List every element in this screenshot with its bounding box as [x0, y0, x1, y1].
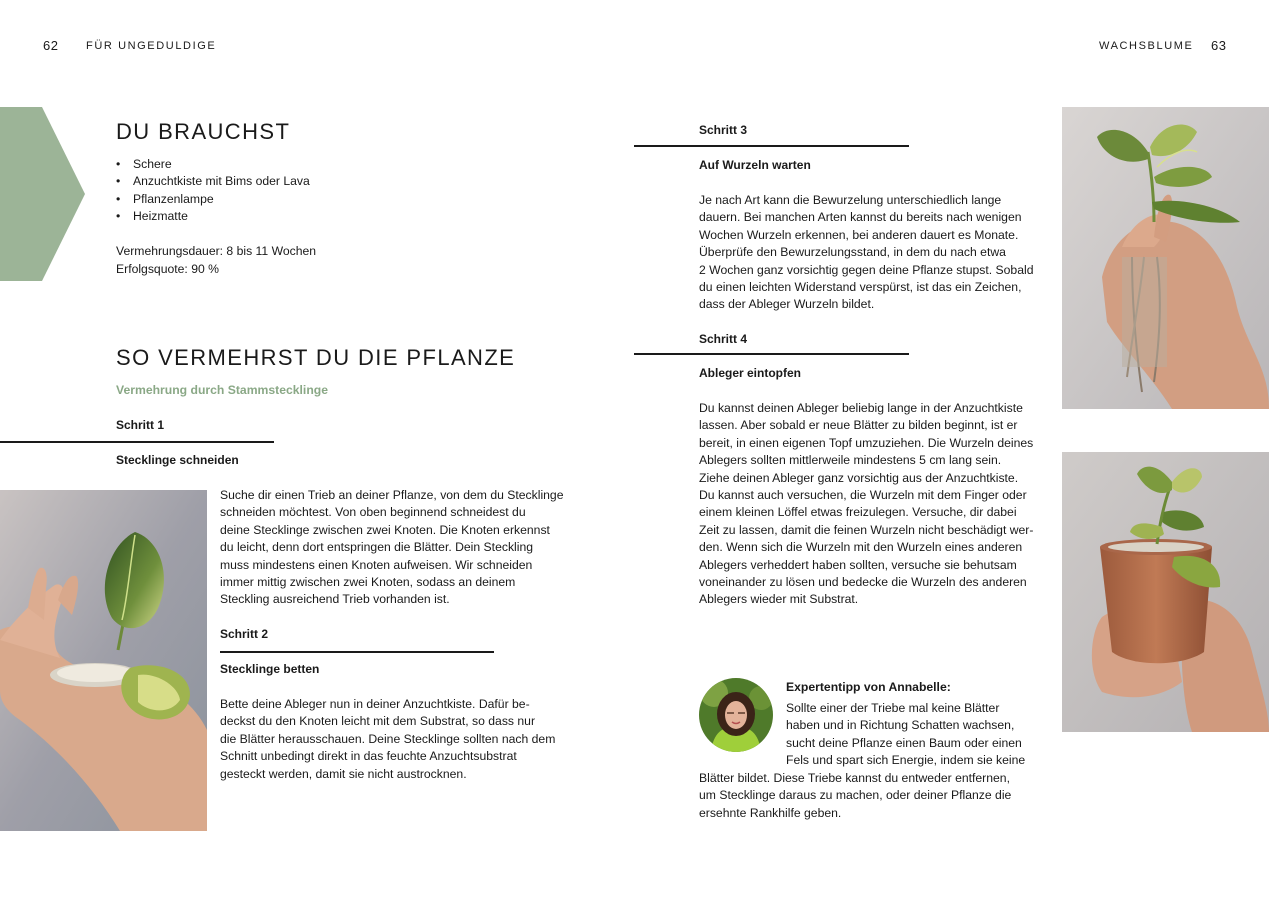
step-4-rule: [634, 353, 909, 355]
list-item: • Heizmatte: [116, 208, 416, 225]
step-3-title: Auf Wurzeln warten: [699, 158, 811, 172]
potted-plant-photo: [1062, 452, 1269, 732]
list-item: • Anzuchtkiste mit Bims oder Lava: [116, 173, 416, 190]
list-item: • Pflanzenlampe: [116, 191, 416, 208]
propagation-duration: Vermehrungsdauer: 8 bis 11 Wochen: [116, 244, 317, 258]
list-item: • Schere: [116, 156, 416, 173]
right-running-head: WACHSBLUME: [1099, 40, 1194, 52]
step-3-label: Schritt 3: [699, 123, 748, 137]
materials-list: [116, 156, 416, 226]
propagation-title: SO VERMEHRST DU DIE PFLANZE: [116, 345, 516, 370]
step-4-text: Du kannst deinen Ableger beliebig lange in der Anzuchtkiste lassen. Aber sobald er neue Blätter zu bilden beginnt, ist er bereit, in einen eigenen Topf umzuziehen. Die Wurzeln deines Ablegers sollten mittlerweile mindestens 5 cm lang sein. Ziehe deinen Ableger ganz vorsichtig aus der Anzuchtkiste. Du kannst auch versuchen, die Wurzeln mit dem Finger oder einem kleinen Löffel etwas freizulegen. Versuche, dir dabei Zeit zu lassen, damit die feinen Wurzeln nicht beschädigt wer- den. Wenn sich die Wurzeln mit den Wurzeln eines anderen Ablegers verheddert haben sollten, versuche sie behutsam voneinander zu lösen und bedecke die Wurzeln des anderen Ablegers wieder mit Substrat.: [699, 401, 1034, 607]
step-1-text: Suche dir einen Trieb an deiner Pflanze, von dem du Stecklinge schneiden möchtest. Von oben beginnend schneidest du deine Stecklinge zwischen zwei Knoten. Die Knoten erkennst du leicht, denn dort entspringen die Blätter. Dein Steckling muss mindestens einen Knoten aufweisen. Wir schneiden immer mittig zwischen zwei Knoten, sodass an deinem Steckling ausreichend Trieb vorhanden ist.: [220, 488, 564, 607]
step-4-label: Schritt 4: [699, 332, 748, 346]
expert-tip-text-indented: Sollte einer der Triebe mal keine Blätter haben und in Richtung Schatten wachsen, sucht deine Pflanze einen Baum oder einen Fels und spart sich Energie, indem sie keine: [786, 701, 1026, 768]
expert-avatar: [699, 678, 773, 752]
step-2-label: Schritt 2: [220, 627, 269, 641]
step-3-rule: [634, 145, 909, 147]
materials-title: DU BRAUCHST: [116, 119, 291, 144]
step-2-text: Bette deine Ableger nun in deiner Anzuchtkiste. Dafür be- deckst du den Knoten leicht mit dem Substrat, so dass nur die Blätter herausschauen. Deine Stecklinge sollten nach dem Schnitt unbedingt direkt in das feuchte Anzuchtsubstrat gesteckt werden, damit sie nicht austrocknen.: [220, 697, 556, 781]
step-2-title: Stecklinge betten: [220, 662, 320, 676]
step-2-rule: [220, 651, 494, 653]
step-1-label: Schritt 1: [116, 418, 165, 432]
step-3-text: Je nach Art kann die Bewurzelung unterschiedlich lange dauern. Bei manchen Arten kannst du bereits nach wenigen Wochen Wurzeln erkennen, bei anderen dauert es Monate. Überprüfe den Bewurzelungsstand, in dem du nach etwa 2 Wochen ganz vorsichtig gegen deine Pflanze stupst. Sobald du einen leichten Widerstand verspürst, ist das ein Zeichen, dass der Ableger Wurzeln bildet.: [699, 193, 1034, 312]
hand-cutting-photo: [0, 490, 207, 831]
left-page-number: 62: [43, 38, 59, 53]
right-page-number: 63: [1211, 38, 1227, 53]
step-1-rule: [0, 441, 274, 443]
green-chevron-accent: [0, 107, 86, 281]
step-4-title: Ableger eintopfen: [699, 366, 802, 380]
success-rate: Erfolgsquote: 90 %: [116, 262, 219, 276]
expert-tip-text: Blätter bildet. Diese Triebe kannst du entweder entfernen, um Stecklinge daraus zu machen, oder deiner Pflanze die ersehnte Rankhilfe geben.: [699, 771, 1012, 820]
step-1-title: Stecklinge schneiden: [116, 453, 239, 467]
rooted-cutting-photo: [1062, 107, 1269, 409]
left-running-head: FÜR UNGEDULDIGE: [86, 40, 217, 52]
propagation-method: Vermehrung durch Stammstecklinge: [116, 383, 328, 397]
expert-tip-title: Expertentipp von Annabelle:: [786, 680, 951, 694]
